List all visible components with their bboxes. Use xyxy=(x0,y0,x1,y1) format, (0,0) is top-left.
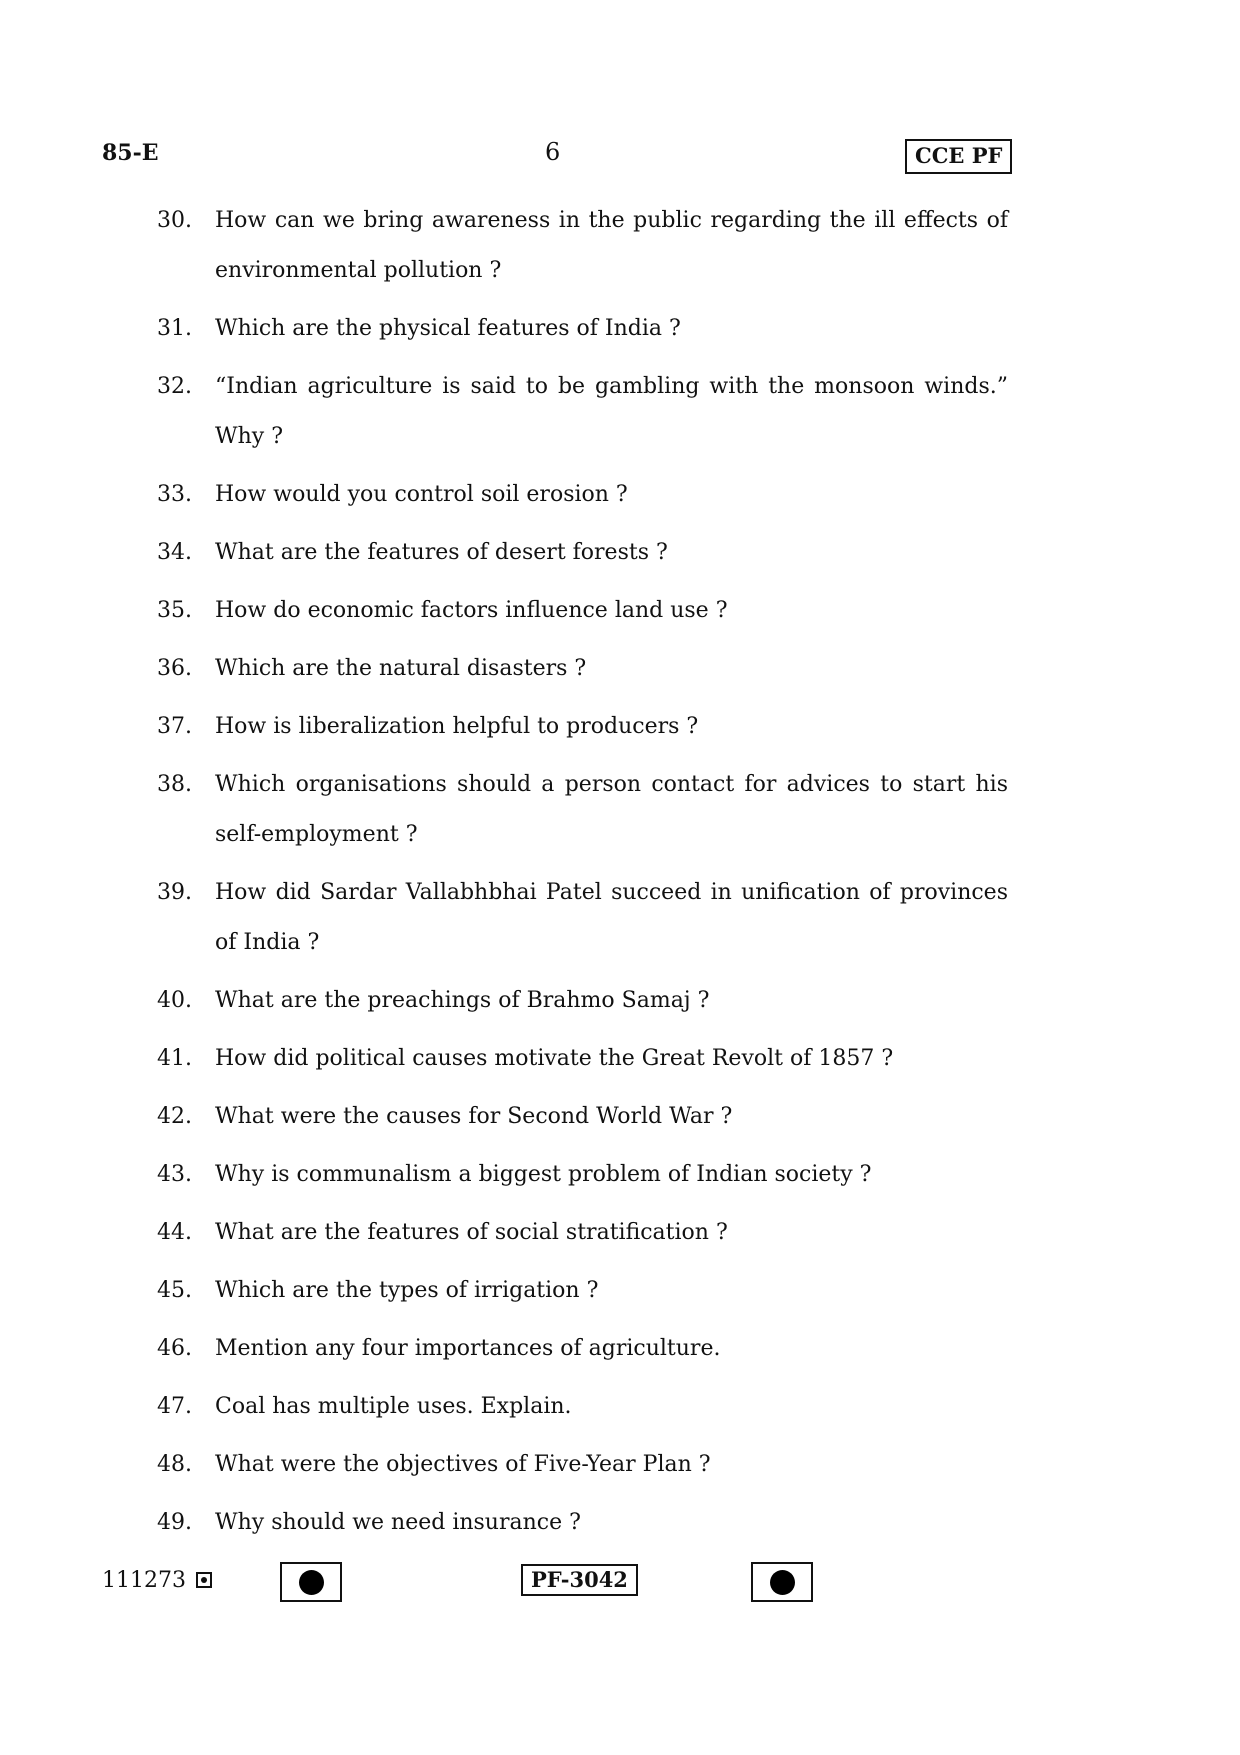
question-number: 43. xyxy=(157,1162,192,1187)
question-number: 39. xyxy=(157,880,192,905)
registration-mark-icon xyxy=(751,1562,813,1602)
question-number: 38. xyxy=(157,772,192,797)
question-text: What are the features of desert forests ? xyxy=(215,540,668,565)
question-item xyxy=(0,1208,1240,1258)
question-number: 45. xyxy=(157,1278,192,1303)
question-text: What were the causes for Second World War ? xyxy=(215,1104,733,1129)
subject-code: 85-E xyxy=(102,140,159,166)
question-number: 46. xyxy=(157,1336,192,1361)
serial-number: 111273 xyxy=(102,1568,186,1593)
question-text: How do economic factors influence land use ? xyxy=(215,598,728,623)
question-text: How can we bring awareness in the public regarding the ill effects of environmental pollution ? xyxy=(215,208,1008,283)
exam-code-box: CCE PF xyxy=(905,139,1012,174)
question-item xyxy=(0,760,1240,860)
question-text: What are the features of social stratification ? xyxy=(215,1220,728,1245)
page-number: 6 xyxy=(545,138,561,166)
question-item xyxy=(0,196,1240,296)
question-number: 30. xyxy=(157,208,192,233)
question-item xyxy=(0,1498,1240,1548)
question-text: How is liberalization helpful to producers ? xyxy=(215,714,699,739)
question-number: 44. xyxy=(157,1220,192,1245)
question-text: Why is communalism a biggest problem of Indian society ? xyxy=(215,1162,872,1187)
question-text: How did political causes motivate the Great Revolt of 1857 ? xyxy=(215,1046,894,1071)
registration-mark-icon xyxy=(280,1562,342,1602)
question-item xyxy=(0,470,1240,520)
question-item xyxy=(0,1382,1240,1432)
question-number: 31. xyxy=(157,316,192,341)
question-item xyxy=(0,1034,1240,1084)
page-header xyxy=(0,138,1240,178)
question-number: 33. xyxy=(157,482,192,507)
question-text: Coal has multiple uses. Explain. xyxy=(215,1394,572,1419)
question-text: What are the preachings of Brahmo Samaj ? xyxy=(215,988,710,1013)
question-text: Why should we need insurance ? xyxy=(215,1510,581,1535)
question-number: 36. xyxy=(157,656,192,681)
small-dot-box-icon xyxy=(196,1572,212,1588)
question-number: 35. xyxy=(157,598,192,623)
question-text: “Indian agriculture is said to be gambling with the monsoon winds.” Why ? xyxy=(215,374,1008,449)
page-footer xyxy=(0,1562,1240,1606)
question-item xyxy=(0,1150,1240,1200)
question-text: Mention any four importances of agriculture. xyxy=(215,1336,721,1361)
question-number: 34. xyxy=(157,540,192,565)
question-text: What were the objectives of Five-Year Plan ? xyxy=(215,1452,711,1477)
paper-code-box: PF-3042 xyxy=(521,1564,638,1596)
question-item xyxy=(0,1266,1240,1316)
question-item xyxy=(0,1324,1240,1374)
question-text: Which organisations should a person contact for advices to start his self-employment ? xyxy=(215,772,1008,847)
question-item xyxy=(0,1440,1240,1490)
question-text: Which are the types of irrigation ? xyxy=(215,1278,599,1303)
question-list xyxy=(0,196,1240,1556)
question-number: 32. xyxy=(157,374,192,399)
question-number: 47. xyxy=(157,1394,192,1419)
question-item xyxy=(0,586,1240,636)
question-item xyxy=(0,1092,1240,1142)
question-number: 41. xyxy=(157,1046,192,1071)
question-text: How would you control soil erosion ? xyxy=(215,482,628,507)
question-item xyxy=(0,528,1240,578)
question-text: Which are the natural disasters ? xyxy=(215,656,587,681)
question-number: 40. xyxy=(157,988,192,1013)
question-number: 42. xyxy=(157,1104,192,1129)
question-item xyxy=(0,644,1240,694)
question-item xyxy=(0,976,1240,1026)
question-number: 49. xyxy=(157,1510,192,1535)
question-number: 48. xyxy=(157,1452,192,1477)
question-text: How did Sardar Vallabhbhai Patel succeed in unification of provinces of India ? xyxy=(215,880,1008,955)
question-item xyxy=(0,362,1240,462)
question-text: Which are the physical features of India ? xyxy=(215,316,681,341)
question-number: 37. xyxy=(157,714,192,739)
question-item xyxy=(0,304,1240,354)
question-item xyxy=(0,702,1240,752)
question-item xyxy=(0,868,1240,968)
